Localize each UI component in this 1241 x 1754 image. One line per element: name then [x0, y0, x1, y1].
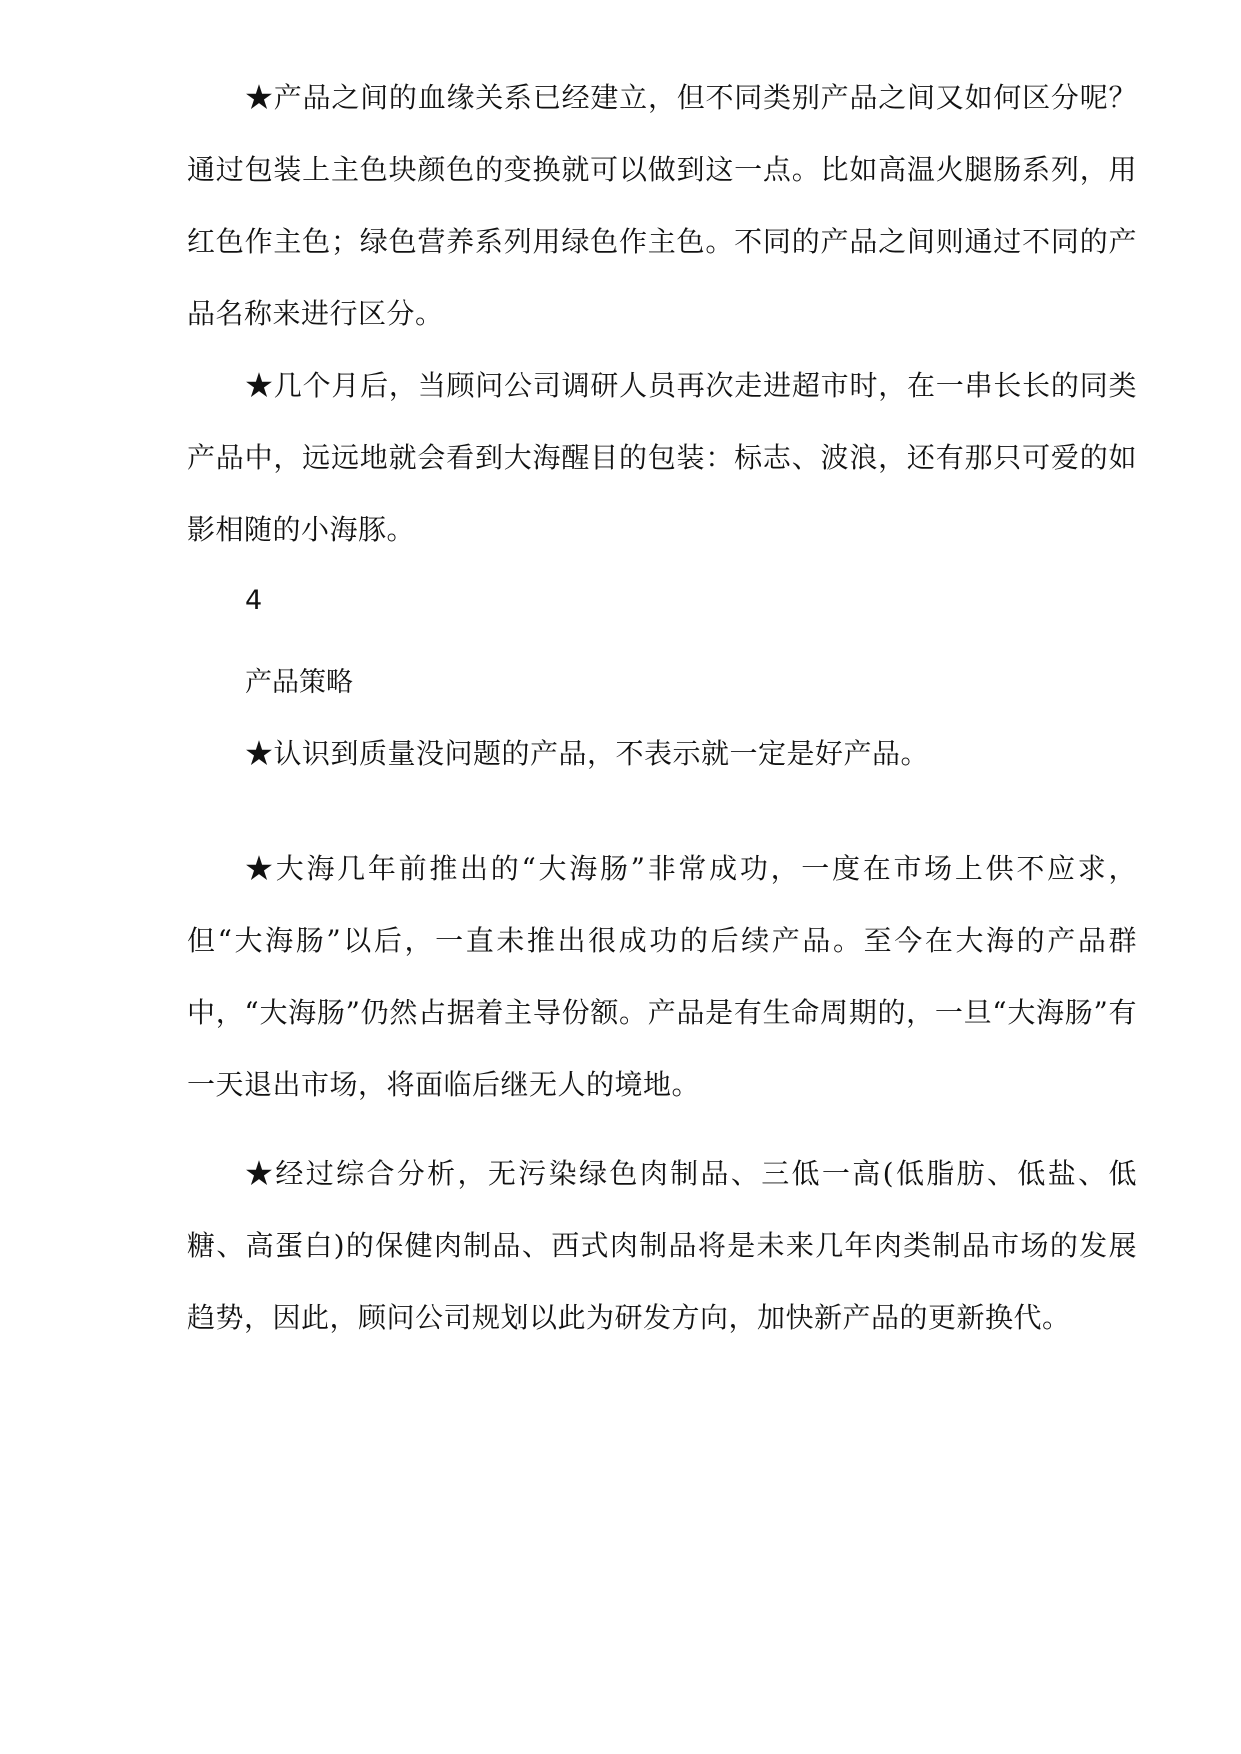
section-number [245, 580, 262, 621]
paragraph-quality-vs-good-product: ★认识到质量没问题的产品，不表示就一定是好产品。 [245, 737, 930, 770]
section-title-text: 产品策略 [245, 667, 353, 698]
paragraph-dahai-sausage-history: ★大海几年前推出的“大海肠”非常成功，一度在市场上供不应求，但“大海肠”以后，一直未推出很成功的后续产品。至今在大海的产品群中，“大海肠”仍然占据着主导份额。产品是有生命周期的，一旦“大海肠”有一天退出市场，将面临后继无人的境地。 [187, 852, 1137, 1101]
section-number-text: 4 [245, 585, 263, 616]
section-title [245, 662, 353, 703]
paragraph-supermarket-observation: ★几个月后，当顾问公司调研人员再次走进超市时，在一串长长的同类产品中，远远地就会看到大海醒目的包装：标志、波浪，还有那只可爱的如影相随的小海豚。 [187, 369, 1137, 546]
paragraph-brand-color-distinction: ★产品之间的血缘关系已经建立，但不同类别产品之间又如何区分呢？通过包装上主色块颜色的变换就可以做到这一点。比如高温火腿肠系列，用红色作主色；绿色营养系列用绿色作主色。不同的产品之间则通过不同的产品名称来进行区分。 [187, 81, 1137, 330]
paragraph-rd-direction: ★经过综合分析，无污染绿色肉制品、三低一高(低脂肪、低盐、低糖、高蛋白)的保健肉制品、西式肉制品将是未来几年肉类制品市场的发展趋势，因此，顾问公司规划以此为研发方向，加快新产品的更新换代。 [187, 1157, 1137, 1334]
